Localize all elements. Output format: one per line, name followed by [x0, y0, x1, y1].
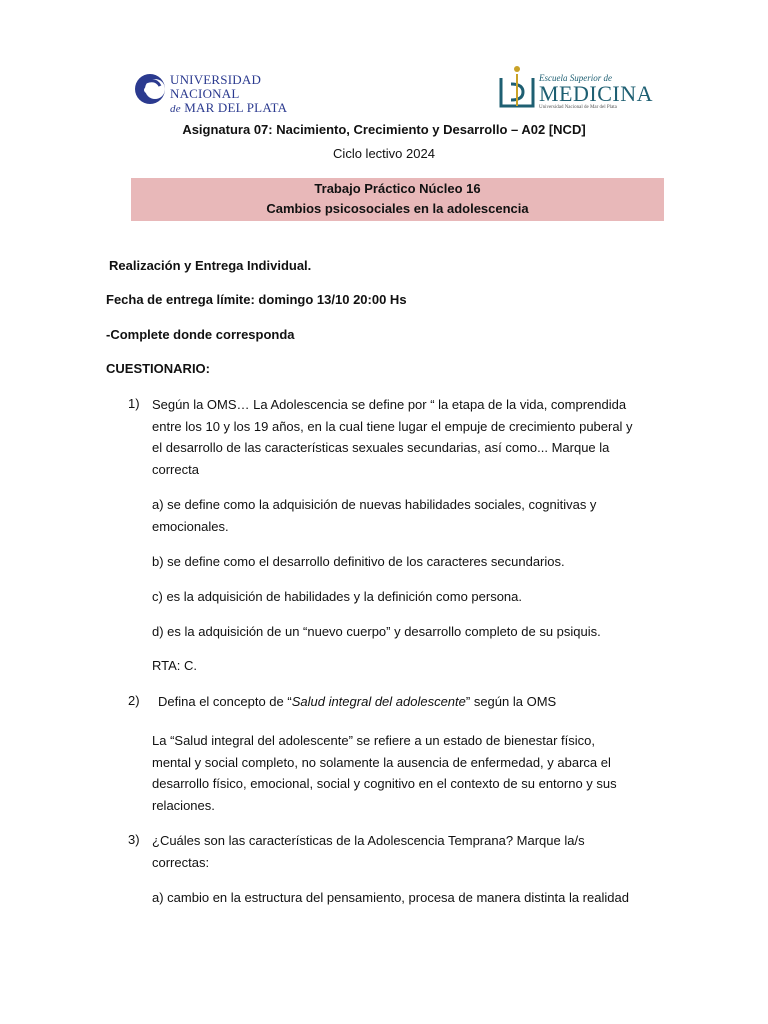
question-line: correctas: — [152, 854, 210, 870]
unl-logo-line1: UNIVERSIDAD NACIONAL — [170, 72, 262, 101]
option-line: d) es la adquisición de un “nuevo cuerpo” y desarrollo completo de su psiquis. — [152, 624, 601, 639]
section-heading: CUESTIONARIO: — [106, 361, 210, 376]
question-2-text — [158, 691, 556, 713]
question-line: el desarrollo de las características sexuales secundarias, así como... Marque la — [152, 440, 610, 455]
answer-line: relaciones. — [152, 797, 215, 813]
medicina-emblem-icon — [497, 64, 537, 112]
question-2-suffix: ” según la OMS — [465, 694, 557, 709]
banner-title: Trabajo Práctico Núcleo 16 — [314, 181, 481, 196]
option-line: a) se define como la adquisición de nuevas habilidades sociales, cognitivas y — [152, 497, 597, 512]
question-2-italic: Salud integral del adolescente — [291, 694, 466, 709]
answer-label: RTA: C. — [152, 658, 198, 673]
option-line: a) cambio en la estructura del pensamiento, procesa de manera distinta la realidad — [152, 890, 629, 905]
banner-subtitle: Cambios psicosociales en la adolescencia — [266, 201, 529, 216]
option-d — [152, 621, 601, 643]
medicina-logo-line3: Universidad Nacional de Mar del Plata — [539, 105, 617, 110]
option-c — [152, 586, 522, 608]
unl-logo — [134, 70, 299, 115]
medicina-logo-line2: MEDICINA — [539, 81, 653, 106]
answer-line: mental y social completo, no solamente la ausencia de enfermedad, y abarca el — [152, 754, 611, 770]
question-line: correcta — [152, 461, 199, 477]
question-1-text — [152, 394, 672, 480]
cycle-label: Ciclo lectivo 2024 — [333, 146, 435, 161]
assignment-banner — [131, 178, 664, 221]
mode-label: Realización y Entrega Individual. — [109, 258, 312, 273]
unl-emblem-icon — [134, 72, 166, 106]
answer-line: La “Salud integral del adolescente” se refiere a un estado de bienestar físico, — [152, 733, 595, 748]
medicina-logo — [497, 64, 653, 112]
unl-logo-line2-text: MAR DEL PLATA — [184, 100, 288, 115]
option-b — [152, 551, 565, 573]
question-2-prefix: Defina el concepto de “ — [158, 694, 292, 709]
instruction-label: -Complete donde corresponda — [106, 327, 295, 342]
option-line: b) se define como el desarrollo definitivo de los caracteres secundarios. — [152, 554, 565, 569]
unl-logo-prefix: de — [170, 103, 181, 115]
medicina-logo-text — [539, 73, 653, 111]
unl-logo-line2 — [170, 101, 299, 116]
question-number: 2) — [128, 693, 140, 708]
medicina-logo-line1: Escuela Superior de — [539, 73, 612, 83]
subject-title: Asignatura 07: Nacimiento, Crecimiento y Desarrollo – A02 [NCD] — [182, 122, 586, 137]
question-line: Según la OMS… La Adolescencia se define por “ la etapa de la vida, comprendida — [152, 397, 627, 412]
option-a — [152, 494, 596, 537]
question-line: ¿Cuáles son las características de la Adolescencia Temprana? Marque la/s — [152, 833, 585, 848]
deadline-label: Fecha de entrega límite: domingo 13/10 20:00 Hs — [106, 292, 407, 307]
question-number: 1) — [128, 396, 140, 411]
question-3-text — [152, 830, 585, 873]
question-line: entre los 10 y los 19 años, en la cual tiene lugar el empuje de crecimiento puberal y — [152, 418, 633, 434]
option-a — [152, 887, 629, 909]
unl-logo-text — [170, 73, 299, 116]
option-line: c) es la adquisición de habilidades y la definición como persona. — [152, 589, 522, 604]
question-number: 3) — [128, 832, 140, 847]
answer-line: desarrollo físico, emocional, social y cognitivo en el contexto de su entorno y sus — [152, 776, 617, 791]
option-line: emocionales. — [152, 518, 229, 534]
question-2-answer — [152, 730, 672, 816]
